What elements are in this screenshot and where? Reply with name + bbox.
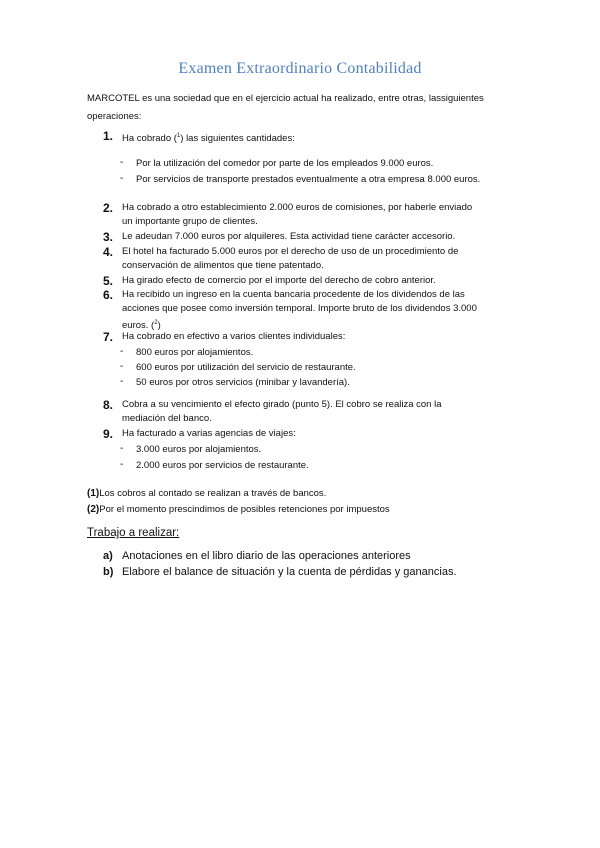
footnote-ref: 2 [154, 320, 158, 326]
page-title: Examen Extraordinario Contabilidad [178, 60, 422, 77]
item-number: 4. [103, 245, 114, 259]
item-number: 1. [103, 129, 114, 143]
item-text: mediación del banco. [122, 413, 212, 424]
item-text: Ha facturado a varias agencias de viajes: [122, 428, 296, 439]
sub-item: 50 euros por otros servicios (minibar y lavandería). [136, 377, 350, 388]
item-text: Ha girado efecto de comercio por el importe del derecho de cobro anterior. [122, 275, 436, 286]
bullet-dash: - [120, 361, 124, 372]
bullet-dash: - [120, 376, 124, 387]
item-number: 3. [103, 230, 114, 244]
bullet-dash: - [120, 346, 124, 357]
task-text: Anotaciones en el libro diario de las operaciones anteriores [122, 550, 411, 562]
sub-item: Por la utilización del comedor por parte de los empleados 9.000 euros. [136, 158, 434, 169]
item-text: Ha cobrado a otro establecimiento 2.000 euros de comisiones, por haberle enviado [122, 202, 473, 213]
item-text: Ha recibido un ingreso en la cuenta bancaria procedente de los dividendos de las [122, 289, 465, 300]
item-number: 8. [103, 398, 114, 412]
item-number: 2. [103, 201, 114, 215]
bullet-dash: - [120, 459, 124, 470]
sub-item: 2.000 euros por servicios de restaurante. [136, 460, 309, 471]
sub-item: 3.000 euros por alojamientos. [136, 444, 262, 455]
task-letter: b) [103, 566, 114, 578]
item-text: un importante grupo de clientes. [122, 216, 258, 227]
item-text: acciones que posee como inversión temporal. Importe bruto de los dividendos 3.000 [122, 303, 477, 314]
item-text: Ha cobrado en efectivo a varios clientes individuales: [122, 331, 346, 342]
bullet-dash: - [120, 173, 124, 184]
item-number: 5. [103, 274, 114, 288]
item-text: Ha cobrado ($^1$) las siguientes cantidades: [122, 133, 295, 145]
item-text: euros. ($^2$) [122, 320, 161, 332]
item-text: Le adeudan 7.000 euros por alquileres. Esta actividad tiene carácter accesorio. [122, 231, 456, 242]
item-text: conservación de alimentos que tiene patentado. [122, 260, 324, 271]
item-text: El hotel ha facturado 5.000 euros por el derecho de uso de un procedimiento de [122, 246, 459, 257]
footnote-ref: 1 [176, 133, 181, 139]
task-heading: Trabajo a realizar: [87, 527, 180, 539]
bullet-dash: - [120, 443, 124, 454]
task-text: Elabore el balance de situación y la cuenta de pérdidas y ganancias. [122, 566, 457, 578]
item-number: 9. [103, 427, 114, 441]
item-number: 6. [103, 288, 114, 302]
task-letter: a) [103, 550, 113, 562]
footnote: (2)Por el momento prescindimos de posibles retenciones por impuestos [87, 504, 390, 515]
intro-paragraph: MARCOTEL es una sociedad que en el ejercicio actual ha realizado, entre otras, lassiguientes operaciones: [87, 93, 484, 122]
footnote: (1)Los cobros al contado se realizan a través de bancos. [87, 488, 327, 499]
sub-item: 600 euros por utilización del servicio de restaurante. [136, 362, 356, 373]
item-number: 7. [103, 330, 114, 344]
item-text: Cobra a su vencimiento el efecto girado (punto 5). El cobro se realiza con la [122, 399, 442, 410]
sub-item: 800 euros por alojamientos. [136, 347, 254, 358]
sub-item: Por servicios de transporte prestados eventualmente a otra empresa 8.000 euros. [136, 174, 481, 185]
bullet-dash: - [120, 157, 124, 168]
